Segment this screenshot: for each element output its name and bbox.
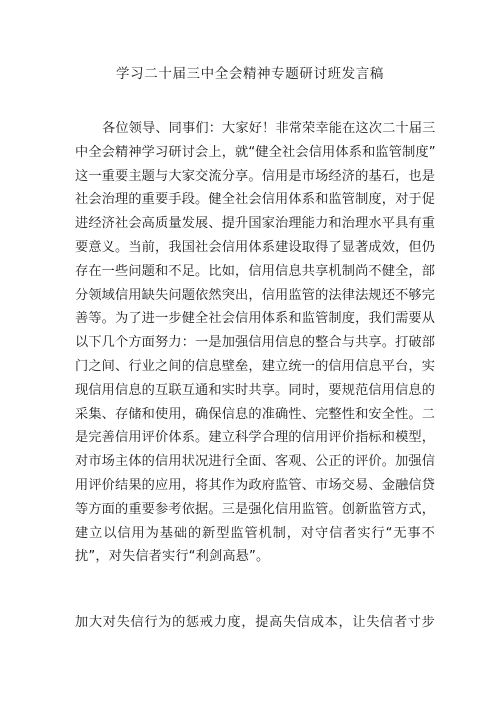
- paragraph-line: 各位领导、同事们：大家好！非常荣幸能在这次二十届三: [102, 121, 436, 136]
- paragraph-line: 进经济社会高质量发展、提升国家治理能力和治理水平具有重: [75, 216, 436, 232]
- paragraph-line: 用评价结果的应用，将其作为政府监管、市场交易、金融信贷: [75, 477, 436, 493]
- paragraph-line: 现信用信息的互联互通和实时共享。同时，要规范信用信息的: [75, 382, 436, 398]
- paragraph-line: 存在一些问题和不足。比如，信用信息共享机制尚不健全，部: [75, 263, 436, 279]
- document-title: 学习二十届三中全会精神专题研讨班发言稿: [116, 66, 384, 82]
- paragraph-line: 扰”，对失信者实行“利剑高悬”。: [75, 549, 270, 565]
- paragraph-line: 对市场主体的信用状况进行全面、客观、公正的评价。加强信: [75, 454, 436, 470]
- paragraph-line: 社会治理的重要手段。健全社会信用体系和监管制度，对于促: [75, 192, 436, 208]
- paragraph-line: 这一重要主题与大家交流分享。信用是市场经济的基石，也是: [75, 168, 436, 184]
- paragraph-line: 采集、存储和使用，确保信息的准确性、完整性和安全性。二: [75, 406, 436, 422]
- paragraph-line: 加大对失信行为的惩戒力度，提高失信成本，让失信者寸步: [75, 615, 435, 630]
- paragraph-1: [75, 117, 435, 569]
- paragraph-line: 以下几个方面努力：一是加强信用信息的整合与共享。打破部: [75, 335, 436, 351]
- paragraph-line: 是完善信用评价体系。建立科学合理的信用评价指标和模型，: [75, 430, 436, 446]
- paragraph-line: 门之间、行业之间的信息壁垒，建立统一的信用信息平台，实: [75, 358, 436, 374]
- paragraph-line: 建立以信用为基础的新型监管机制，对守信者实行“无事不: [75, 525, 435, 541]
- paragraph-line: 等方面的重要参考依据。三是强化信用监管。创新监管方式，: [75, 501, 436, 517]
- paragraph-line: 中全会精神学习研讨会上，就“健全社会信用体系和监管制度”: [75, 144, 436, 160]
- paragraph-line: 善等。为了进一步健全社会信用体系和监管制度，我们需要从: [75, 311, 436, 327]
- paragraph-line: 分领域信用缺失问题依然突出，信用监管的法律法规还不够完: [75, 287, 436, 303]
- paragraph-line: 要意义。当前，我国社会信用体系建设取得了显著成效，但仍: [75, 239, 436, 255]
- paragraph-2: [75, 611, 435, 635]
